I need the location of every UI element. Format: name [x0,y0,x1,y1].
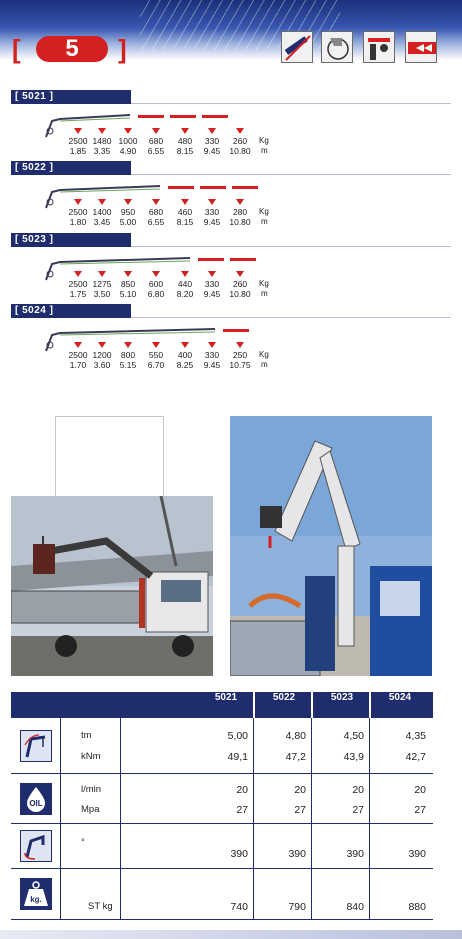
unit-label: ° [81,837,85,848]
value-cell: 840 [346,901,364,913]
load-arrow-icon [124,199,132,205]
load-kg-value: 260 [232,136,248,146]
load-kg-value: 440 [177,279,193,289]
reach-m-value: 3.50 [93,289,111,299]
load-arrow-icon [208,199,216,205]
load-arrow-icon [74,199,82,205]
crane-moment-icon [20,730,52,762]
kg-unit: Kg [259,207,269,216]
unit-label: l/min [81,784,102,795]
reach-m-value: 10.80 [229,146,251,156]
spec-row-weight [11,869,433,920]
load-kg-value: 800 [120,350,136,360]
svg-text:OIL: OIL [29,799,43,808]
row-icon-cell [11,869,61,919]
m-unit: m [261,217,268,226]
reach-m-value: 8.20 [176,289,194,299]
m-unit: m [261,146,268,155]
value-cell: 4,80 [285,730,306,742]
value-cell: 4,50 [343,730,364,742]
reach-m-value: 6.70 [147,360,165,370]
reach-m-value: 8.15 [176,146,194,156]
column-separator [369,774,370,823]
bracket-left: [ [12,34,21,64]
unit-column [61,869,121,919]
value-cell: 20 [352,784,364,796]
reach-m-value: 6.55 [147,146,165,156]
load-kg-value: 330 [204,279,220,289]
unit-label: ST kg [88,901,113,912]
section-rule [131,103,451,104]
section-number: 5 [36,36,108,62]
model-label: [ 5024 ] [11,304,131,318]
extension-bar [202,115,228,118]
column-separator [311,718,312,773]
unit-column [61,718,121,773]
load-kg-value: 1200 [92,350,112,360]
spec-table-header [11,692,433,718]
load-kg-value: 600 [148,279,164,289]
load-arrow-icon [208,271,216,277]
column-5024: 5024 [388,692,412,703]
load-kg-value: 330 [204,207,220,217]
oil-drop-icon [20,783,52,815]
footer-strip [0,930,462,939]
load-arrow-icon [152,271,160,277]
load-kg-value: 1400 [92,207,112,217]
spec-row-moment [11,718,433,774]
reach-m-value: 5.10 [119,289,137,299]
value-cell: 5,00 [227,730,248,742]
kg-unit: Kg [259,279,269,288]
reach-m-value: 6.80 [147,289,165,299]
header-banner [0,0,462,80]
load-arrow-icon [124,128,132,134]
value-cell: 390 [346,848,364,860]
column-separator [369,718,370,773]
kg-unit: Kg [259,350,269,359]
extension-bar [168,186,194,189]
extension-bar [200,186,226,189]
load-kg-value: 400 [177,350,193,360]
value-cell: 20 [294,784,306,796]
load-kg-value: 1275 [92,279,112,289]
load-arrow-icon [181,128,189,134]
value-cell: 20 [236,784,248,796]
load-arrow-icon [236,199,244,205]
header-separator [311,692,313,718]
load-arrow-icon [181,342,189,348]
load-arrow-icon [98,128,106,134]
value-cell: 740 [230,901,248,913]
value-cell: 49,1 [227,751,248,763]
value-cell: 27 [414,804,426,816]
unit-label: tm [81,730,92,741]
reach-m-value: 4.90 [119,146,137,156]
reach-m-value: 3.45 [93,217,111,227]
reach-m-value: 8.15 [176,217,194,227]
m-unit: m [261,360,268,369]
load-kg-value: 2500 [68,136,88,146]
unit-column [61,774,121,823]
rotation-icon [281,31,313,63]
m-unit: m [261,289,268,298]
extension-bar [230,258,256,261]
extension-bar [232,186,258,189]
spec-row-slewing [11,824,433,869]
load-arrow-icon [236,342,244,348]
load-kg-value: 680 [148,207,164,217]
reach-m-value: 10.80 [229,289,251,299]
header-separator [253,692,255,718]
svg-text:kg.: kg. [30,895,42,904]
load-arrow-icon [208,128,216,134]
value-cell: 42,7 [405,751,426,763]
unit-column [61,824,121,868]
reach-m-value: 3.60 [93,360,111,370]
value-cell: 390 [408,848,426,860]
load-arrow-icon [74,271,82,277]
slewing-icon [20,830,52,862]
load-kg-value: 280 [232,207,248,217]
column-5021: 5021 [214,692,238,703]
load-kg-value: 260 [232,279,248,289]
reach-m-value: 10.80 [229,217,251,227]
reach-m-value: 5.15 [119,360,137,370]
kg-unit: Kg [259,136,269,145]
reach-m-value: 9.45 [203,360,221,370]
load-arrow-icon [181,199,189,205]
column-5023: 5023 [330,692,354,703]
weight-kg-icon [20,878,52,910]
load-kg-value: 480 [177,136,193,146]
crane-operator-icon [363,31,395,63]
load-kg-value: 330 [204,136,220,146]
extension-bar [170,115,196,118]
reach-m-value: 1.75 [69,289,87,299]
value-cell: 4,35 [405,730,426,742]
load-arrow-icon [236,271,244,277]
load-arrow-icon [98,199,106,205]
column-5022: 5022 [272,692,296,703]
load-arrow-icon [236,128,244,134]
spec-row-hydraulic [11,774,433,824]
load-arrow-icon [74,128,82,134]
model-label: [ 5021 ] [11,90,131,104]
load-kg-value: 550 [148,350,164,360]
column-separator [369,824,370,868]
load-kg-value: 950 [120,207,136,217]
model-label: [ 5022 ] [11,161,131,175]
extension-bar [138,115,164,118]
load-arrow-icon [74,342,82,348]
reach-m-value: 1.80 [69,217,87,227]
column-separator [253,718,254,773]
load-arrow-icon [124,271,132,277]
load-arrow-icon [181,271,189,277]
value-cell: 27 [352,804,364,816]
load-kg-value: 330 [204,350,220,360]
load-kg-value: 2500 [68,350,88,360]
load-arrow-icon [152,128,160,134]
value-cell: 880 [408,901,426,913]
load-kg-value: 680 [148,136,164,146]
section-badge [12,34,132,64]
column-separator [311,824,312,868]
row-icon-cell [11,824,61,868]
load-arrow-icon [98,271,106,277]
value-cell: 27 [294,804,306,816]
load-kg-value: 1480 [92,136,112,146]
truck-crane-photo-right [230,416,432,676]
unit-label: Mpa [81,804,100,815]
reach-m-value: 6.55 [147,217,165,227]
header-separator [369,692,371,718]
value-cell: 27 [236,804,248,816]
extension-bar [198,258,224,261]
section-rule [131,174,451,175]
truck-crane-photo-left [11,496,213,676]
row-icon-cell [11,774,61,823]
hand-control-icon [321,31,353,63]
row-icon-cell [11,718,61,773]
load-arrow-icon [98,342,106,348]
extension-bar [223,329,249,332]
value-cell: 47,2 [285,751,306,763]
load-kg-value: 1000 [118,136,138,146]
load-kg-value: 2500 [68,279,88,289]
column-separator [253,824,254,868]
section-rule [131,317,451,318]
value-cell: 390 [230,848,248,860]
unit-label: kNm [81,751,101,762]
photo-frame-outline [55,416,164,496]
reach-m-value: 10.75 [229,360,251,370]
load-arrow-icon [152,199,160,205]
column-separator [369,869,370,919]
load-kg-value: 2500 [68,207,88,217]
extension-icon [405,31,437,63]
reach-m-value: 9.45 [203,289,221,299]
value-cell: 390 [288,848,306,860]
reach-m-value: 9.45 [203,146,221,156]
load-kg-value: 850 [120,279,136,289]
bracket-right: ] [118,34,127,64]
reach-m-value: 5.00 [119,217,137,227]
load-kg-value: 460 [177,207,193,217]
reach-m-value: 9.45 [203,217,221,227]
value-cell: 20 [414,784,426,796]
load-arrow-icon [124,342,132,348]
value-cell: 43,9 [343,751,364,763]
section-rule [131,246,451,247]
value-cell: 790 [288,901,306,913]
load-kg-value: 250 [232,350,248,360]
load-arrow-icon [208,342,216,348]
reach-m-value: 1.85 [69,146,87,156]
reach-m-value: 3.35 [93,146,111,156]
reach-m-value: 8.25 [176,360,194,370]
reach-m-value: 1.70 [69,360,87,370]
model-label: [ 5023 ] [11,233,131,247]
load-arrow-icon [152,342,160,348]
